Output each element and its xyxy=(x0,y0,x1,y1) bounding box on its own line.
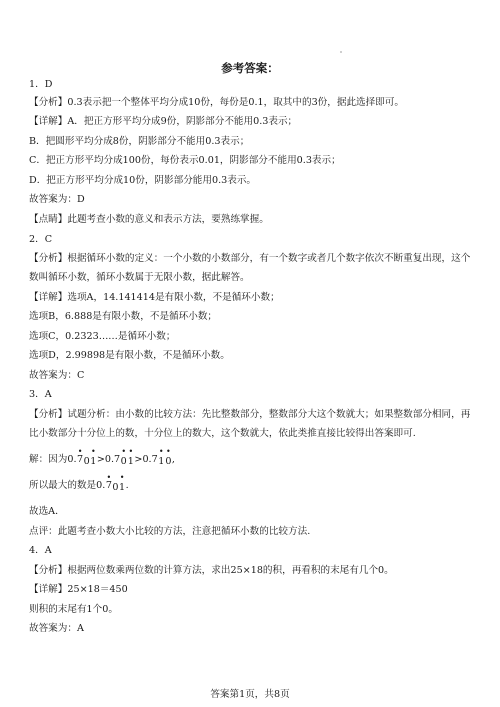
q3-conclusion-prefix: 所以最大的数是 xyxy=(29,480,97,491)
repeat-digit: • 0 xyxy=(165,447,172,467)
repeat-digit: • 1 xyxy=(90,447,97,467)
q2-analysis-2: 数叫循环小数，循环小数属于无限小数，据此解答。 xyxy=(29,272,250,283)
page-title: 参考答案： xyxy=(221,61,279,75)
page-footer: 答案第1页，共8页 xyxy=(210,689,290,700)
repeating-decimal-1: 0. • 70 • 1 xyxy=(67,447,97,467)
q4-trailing-zeros: 则积的末尾有1个0。 xyxy=(29,604,118,615)
q3-choice: 故选A． xyxy=(29,506,65,517)
q4-number: 4．A xyxy=(29,545,52,556)
repeat-digit: • 1 xyxy=(119,473,126,493)
q2-analysis-1: 【分析】根据循环小数的定义：一个小数的小数部分，有一个数字或者几个数字依次不断重复出现，这个 xyxy=(29,253,471,264)
q1-number: 1．D xyxy=(29,79,53,90)
repeat-digit: • 7 xyxy=(77,447,84,465)
scan-mark xyxy=(340,51,342,53)
repeating-decimal-2: 0.7 • 0 • 1 xyxy=(104,447,134,467)
q1-detail-a: 【详解】A．把正方形平均分成9份，阴影部分不能用0.3表示； xyxy=(29,116,298,127)
q2-option-d: 选项D，2.99898是有限小数，不是循环小数。 xyxy=(29,350,230,361)
q2-option-c: 选项C，0.2323……是循环小数； xyxy=(29,331,176,342)
repeat-digit: • 1 xyxy=(127,447,134,467)
q1-option-c: C．把正方形平均分成100份，每份表示0.01，阴影部分不能用0.3表示； xyxy=(29,155,341,166)
q2-detail-a: 【详解】选项A，14.141414是有限小数，不是循环小数； xyxy=(29,292,280,303)
q1-option-d: D．把正方形平均分成10份，阴影部分能用0.3表示。 xyxy=(29,175,257,186)
q2-answer: 故答案为：C xyxy=(29,370,85,381)
repeat-digit: • 0 xyxy=(120,447,127,467)
q3-comment: 点评：此题考查小数大小比较的方法，注意把循环小数的比较方法. xyxy=(29,526,311,537)
repeat-digit: • 1 xyxy=(158,447,165,467)
q4-analysis: 【分析】根据两位数乘两位数的计算方法，求出25×18的积，再看积的末尾有几个0。 xyxy=(29,565,394,576)
q4-answer: 故答案为：A xyxy=(29,623,84,634)
q3-analysis-2: 比小数部分十分位上的数，十分位上的数大，这个数就大，依此类推直接比较得出答案即可. xyxy=(29,428,416,439)
q3-solution-prefix: 解：因为 xyxy=(29,454,68,465)
q1-option-b: B．把圆形平均分成8份，阴影部分不能用0.3表示； xyxy=(29,136,250,147)
greater-than-sign: > xyxy=(134,454,143,465)
greater-than-sign: > xyxy=(96,454,105,465)
q1-answer: 故答案为：D xyxy=(29,194,85,205)
q1-analysis: 【分析】0.3表示把一个整体平均分成10份，每份是0.1，取其中的3份，据此选择即可。 xyxy=(29,97,405,108)
largest-decimal: 0. • 70 • 1 xyxy=(96,473,126,493)
q2-option-b: 选项B，6.888是有限小数，不是循环小数； xyxy=(29,311,218,322)
q3-solution: 解：因为0. • 70 • 1>0.7 • 0 • 1>0.7 • 1 • 0, xyxy=(29,447,175,467)
q2-number: 2．C xyxy=(29,234,53,245)
repeating-decimal-3: 0.7 • 1 • 0 xyxy=(142,447,172,467)
repeat-digit: • 7 xyxy=(105,473,112,491)
q3-conclusion: 所以最大的数是0. • 70 • 1. xyxy=(29,473,129,493)
q1-note: 【点睛】此题考查小数的意义和表示方法，要熟练掌握。 xyxy=(29,214,269,225)
q3-number: 3．A xyxy=(29,389,52,400)
q3-analysis-1: 【分析】试题分析：由小数的比较方法：先比整数部分，整数部分大这个数就大；如果整数部分相同，再 xyxy=(29,409,471,420)
q4-detail: 【详解】25×18＝450 xyxy=(29,584,128,595)
